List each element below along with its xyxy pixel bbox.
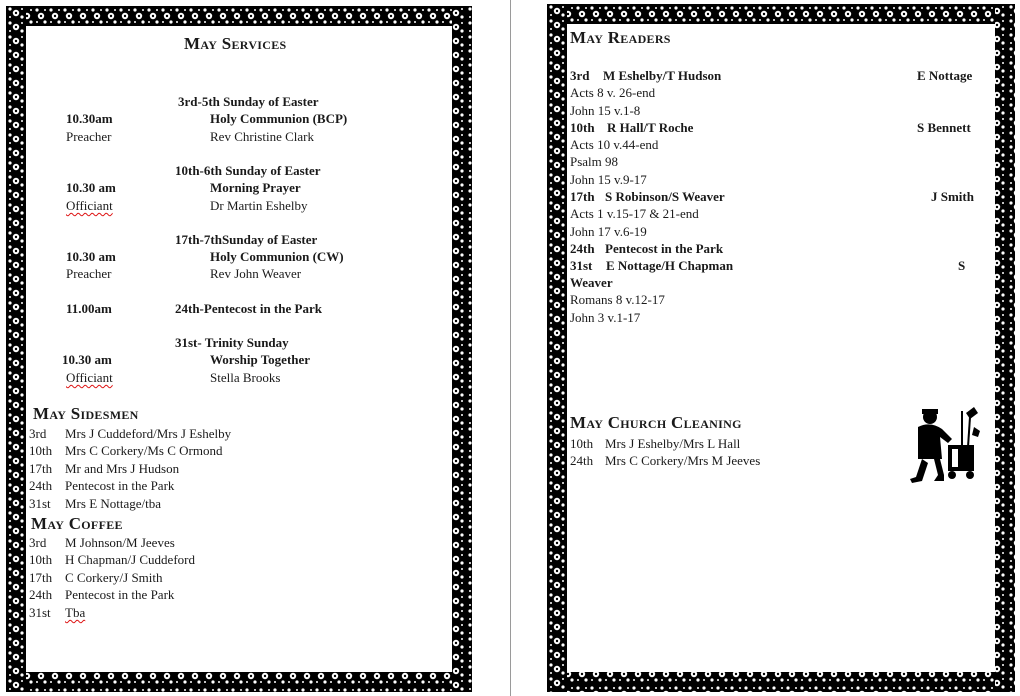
- rota-name: Mr and Mrs J Hudson: [65, 461, 180, 476]
- reading: John 3 v.1-17: [570, 310, 641, 325]
- reader-extra: S: [958, 258, 966, 273]
- cleaning-title: May Church Cleaning: [570, 413, 742, 432]
- reader-names: S Robinson/S Weaver: [605, 189, 725, 204]
- rota-name: Pentecost in the Park: [65, 587, 175, 602]
- reading: Romans 8 v.12-17: [570, 292, 665, 307]
- service-time: 10.30 am: [66, 180, 116, 195]
- right-page: [545, 0, 1020, 696]
- rota-name: Mrs E Nottage/tba: [65, 496, 162, 511]
- reader-extra: E Nottage: [917, 68, 973, 83]
- service-person: Stella Brooks: [210, 370, 281, 385]
- reader-date: 10th: [570, 120, 595, 135]
- rota-name: Mrs C Corkery/Mrs M Jeeves: [605, 453, 761, 468]
- reading: John 17 v.6-19: [570, 224, 647, 239]
- rota-date: 17th: [29, 461, 53, 476]
- rota-date: 24th: [29, 478, 53, 493]
- service-role: Preacher: [66, 266, 112, 281]
- service-role: Officiant: [66, 198, 113, 213]
- reader-names: M Eshelby/T Hudson: [603, 68, 722, 83]
- service-person: Rev John Weaver: [210, 266, 302, 281]
- service-heading: 17th-7thSunday of Easter: [175, 232, 318, 247]
- reader-date: 17th: [570, 189, 595, 204]
- reader-date: 31st: [570, 258, 593, 273]
- rota-name: Tba: [65, 605, 86, 620]
- rota-date: 17th: [29, 570, 53, 585]
- rota-name: C Corkery/J Smith: [65, 570, 163, 585]
- reading: Acts 8 v. 26-end: [570, 85, 656, 100]
- rota-date: 31st: [29, 496, 51, 511]
- rota-name: M Johnson/M Jeeves: [65, 535, 175, 550]
- rota-date: 31st: [29, 605, 51, 620]
- service-heading: 24th-Pentecost in the Park: [175, 301, 322, 316]
- rota-date: 24th: [29, 587, 53, 602]
- reader-extra: J Smith: [931, 189, 974, 204]
- rota-name: Mrs C Corkery/Ms C Ormond: [65, 443, 223, 458]
- left-page: [0, 0, 478, 696]
- service-heading: 3rd-5th Sunday of Easter: [178, 94, 319, 109]
- service-time: 10.30am: [66, 111, 113, 126]
- reader-date: 24th: [570, 241, 595, 256]
- reader-date: 3rd: [570, 68, 590, 83]
- service-time: 10.30 am: [62, 352, 112, 367]
- reading: Psalm 98: [570, 154, 619, 169]
- service-role: Officiant: [66, 370, 113, 385]
- reader-names: Pentecost in the Park: [605, 241, 724, 256]
- rota-name: Mrs J Cuddeford/Mrs J Eshelby: [65, 426, 232, 441]
- services-title: May Services: [184, 34, 287, 53]
- service-role: Preacher: [66, 129, 112, 144]
- sidesmen-title: May Sidesmen: [33, 404, 139, 423]
- coffee-title: May Coffee: [31, 514, 123, 533]
- reader-extra: Weaver: [570, 275, 613, 290]
- service-name: Holy Communion (CW): [210, 249, 344, 264]
- rota-name: Mrs J Eshelby/Mrs L Hall: [605, 436, 741, 451]
- service-time: 10.30 am: [66, 249, 116, 264]
- rota-date: 10th: [570, 436, 594, 451]
- service-name: Worship Together: [210, 352, 311, 367]
- service-heading: 31st- Trinity Sunday: [175, 335, 289, 350]
- readers-title: May Readers: [570, 28, 671, 47]
- rota-date: 10th: [29, 552, 53, 567]
- reading: John 15 v.1-8: [570, 103, 641, 118]
- rota-date: 3rd: [29, 426, 47, 441]
- cleaner-icon: [908, 407, 982, 483]
- service-name: Morning Prayer: [210, 180, 301, 195]
- rota-name: H Chapman/J Cuddeford: [65, 552, 195, 567]
- reading: John 15 v.9-17: [570, 172, 647, 187]
- page-divider: [510, 0, 511, 696]
- service-time: 11.00am: [66, 301, 112, 316]
- reader-names: R Hall/T Roche: [607, 120, 694, 135]
- rota-date: 24th: [570, 453, 594, 468]
- service-person: Dr Martin Eshelby: [210, 198, 308, 213]
- service-name: Holy Communion (BCP): [210, 111, 348, 126]
- reading: Acts 10 v.44-end: [570, 137, 659, 152]
- rota-date: 3rd: [29, 535, 47, 550]
- reader-names: E Nottage/H Chapman: [606, 258, 734, 273]
- service-person: Rev Christine Clark: [210, 129, 314, 144]
- reader-extra: S Bennett: [917, 120, 971, 135]
- rota-name: Pentecost in the Park: [65, 478, 175, 493]
- service-heading: 10th-6th Sunday of Easter: [175, 163, 321, 178]
- rota-date: 10th: [29, 443, 53, 458]
- reading: Acts 1 v.15-17 & 21-end: [570, 206, 699, 221]
